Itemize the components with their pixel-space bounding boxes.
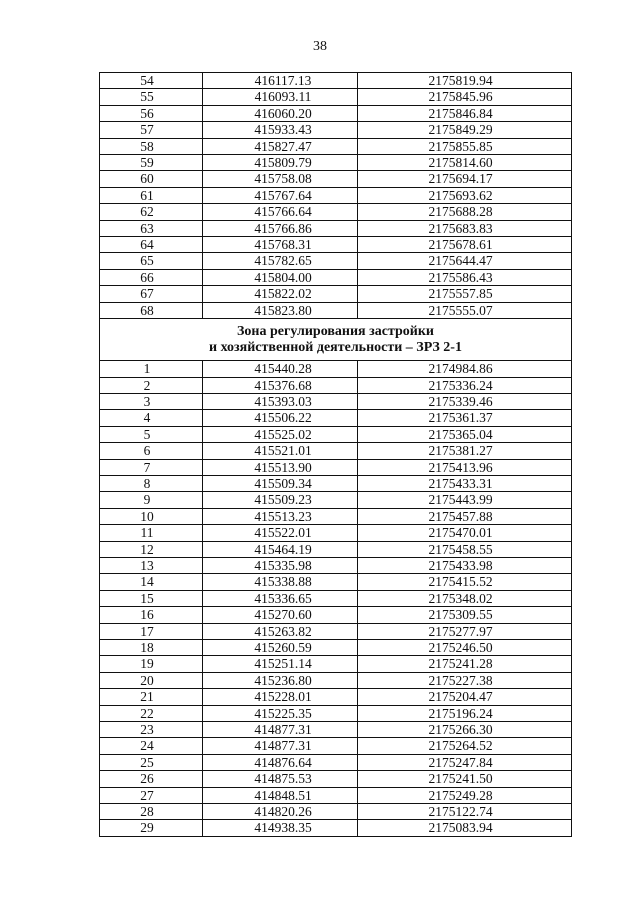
y-coordinate-cell: 2175693.62 [358,187,572,203]
y-coordinate-cell: 2175855.85 [358,138,572,154]
point-number-cell: 5 [100,426,203,442]
table-row [100,574,572,590]
table-body-after [100,361,572,837]
table-row [100,187,572,203]
point-number-cell: 56 [100,105,203,121]
y-coordinate-cell: 2175264.52 [358,738,572,754]
x-coordinate-cell: 415513.23 [203,508,358,524]
table-row [100,302,572,318]
x-coordinate-cell: 415260.59 [203,640,358,656]
y-coordinate-cell: 2175458.55 [358,541,572,557]
point-number-cell: 22 [100,705,203,721]
y-coordinate-cell: 2175433.31 [358,475,572,491]
point-number-cell: 1 [100,361,203,377]
x-coordinate-cell: 415768.31 [203,237,358,253]
point-number-cell: 23 [100,722,203,738]
x-coordinate-cell: 416093.11 [203,89,358,105]
point-number-cell: 15 [100,590,203,606]
y-coordinate-cell: 2175814.60 [358,155,572,171]
table-row [100,804,572,820]
x-coordinate-cell: 415933.43 [203,122,358,138]
x-coordinate-cell: 415376.68 [203,377,358,393]
x-coordinate-cell: 415335.98 [203,557,358,573]
y-coordinate-cell: 2175339.46 [358,393,572,409]
y-coordinate-cell: 2175644.47 [358,253,572,269]
table-row [100,738,572,754]
section-title-cell [100,319,572,361]
y-coordinate-cell: 2175227.38 [358,672,572,688]
y-coordinate-cell: 2175555.07 [358,302,572,318]
y-coordinate-cell: 2175083.94 [358,820,572,836]
x-coordinate-cell: 415336.65 [203,590,358,606]
table-row [100,393,572,409]
y-coordinate-cell: 2175694.17 [358,171,572,187]
table-row [100,590,572,606]
y-coordinate-cell: 2175443.99 [358,492,572,508]
x-coordinate-cell: 415804.00 [203,269,358,285]
y-coordinate-cell: 2175277.97 [358,623,572,639]
table-row [100,361,572,377]
y-coordinate-cell: 2175470.01 [358,525,572,541]
table-row [100,73,572,89]
x-coordinate-cell: 415464.19 [203,541,358,557]
y-coordinate-cell: 2175849.29 [358,122,572,138]
x-coordinate-cell: 415251.14 [203,656,358,672]
point-number-cell: 24 [100,738,203,754]
point-number-cell: 60 [100,171,203,187]
x-coordinate-cell: 415827.47 [203,138,358,154]
y-coordinate-cell: 2175247.84 [358,754,572,770]
point-number-cell: 8 [100,475,203,491]
y-coordinate-cell: 2174984.86 [358,361,572,377]
point-number-cell: 28 [100,804,203,820]
table-row [100,492,572,508]
x-coordinate-cell: 414876.64 [203,754,358,770]
y-coordinate-cell: 2175415.52 [358,574,572,590]
section-title-row [100,319,572,361]
x-coordinate-cell: 415822.02 [203,286,358,302]
y-coordinate-cell: 2175683.83 [358,220,572,236]
y-coordinate-cell: 2175819.94 [358,73,572,89]
point-number-cell: 58 [100,138,203,154]
point-number-cell: 27 [100,787,203,803]
table-row [100,138,572,154]
point-number-cell: 64 [100,237,203,253]
y-coordinate-cell: 2175348.02 [358,590,572,606]
point-number-cell: 7 [100,459,203,475]
table-row [100,722,572,738]
x-coordinate-cell: 415263.82 [203,623,358,639]
x-coordinate-cell: 415521.01 [203,443,358,459]
x-coordinate-cell: 415525.02 [203,426,358,442]
table-section [100,319,572,361]
y-coordinate-cell: 2175586.43 [358,269,572,285]
table-row [100,541,572,557]
x-coordinate-cell: 415338.88 [203,574,358,590]
x-coordinate-cell: 415440.28 [203,361,358,377]
point-number-cell: 10 [100,508,203,524]
x-coordinate-cell: 415782.65 [203,253,358,269]
point-number-cell: 14 [100,574,203,590]
table-row [100,459,572,475]
x-coordinate-cell: 415509.23 [203,492,358,508]
x-coordinate-cell: 415522.01 [203,525,358,541]
point-number-cell: 21 [100,689,203,705]
x-coordinate-cell: 415758.08 [203,171,358,187]
x-coordinate-cell: 414848.51 [203,787,358,803]
point-number-cell: 57 [100,122,203,138]
y-coordinate-cell: 2175688.28 [358,204,572,220]
x-coordinate-cell: 415393.03 [203,393,358,409]
table-row [100,89,572,105]
y-coordinate-cell: 2175845.96 [358,89,572,105]
section-title-line1: Зона регулирования застройки [237,323,434,339]
y-coordinate-cell: 2175241.28 [358,656,572,672]
x-coordinate-cell: 416117.13 [203,73,358,89]
point-number-cell: 55 [100,89,203,105]
y-coordinate-cell: 2175249.28 [358,787,572,803]
section-title-line2: и хозяйственной деятельности – ЗРЗ 2-1 [209,339,462,355]
x-coordinate-cell: 414877.31 [203,722,358,738]
y-coordinate-cell: 2175457.88 [358,508,572,524]
page-number: 38 [313,39,327,54]
x-coordinate-cell: 415228.01 [203,689,358,705]
table-row [100,122,572,138]
table-row [100,640,572,656]
point-number-cell: 29 [100,820,203,836]
y-coordinate-cell: 2175122.74 [358,804,572,820]
y-coordinate-cell: 2175678.61 [358,237,572,253]
point-number-cell: 62 [100,204,203,220]
table-row [100,475,572,491]
table-row [100,253,572,269]
table-row [100,623,572,639]
x-coordinate-cell: 414877.31 [203,738,358,754]
y-coordinate-cell: 2175361.37 [358,410,572,426]
y-coordinate-cell: 2175365.04 [358,426,572,442]
point-number-cell: 6 [100,443,203,459]
table-body-before [100,73,572,319]
point-number-cell: 12 [100,541,203,557]
point-number-cell: 20 [100,672,203,688]
x-coordinate-cell: 415506.22 [203,410,358,426]
table-row [100,426,572,442]
y-coordinate-cell: 2175246.50 [358,640,572,656]
table-row [100,204,572,220]
table-row [100,689,572,705]
table-row [100,508,572,524]
table-row [100,656,572,672]
table-row [100,771,572,787]
table-row [100,237,572,253]
x-coordinate-cell: 415823.80 [203,302,358,318]
y-coordinate-cell: 2175413.96 [358,459,572,475]
point-number-cell: 65 [100,253,203,269]
table-row [100,410,572,426]
y-coordinate-cell: 2175557.85 [358,286,572,302]
point-number-cell: 4 [100,410,203,426]
table-row [100,607,572,623]
table-row [100,155,572,171]
point-number-cell: 54 [100,73,203,89]
table-row [100,171,572,187]
point-number-cell: 13 [100,557,203,573]
point-number-cell: 67 [100,286,203,302]
point-number-cell: 26 [100,771,203,787]
point-number-cell: 61 [100,187,203,203]
y-coordinate-cell: 2175196.24 [358,705,572,721]
point-number-cell: 66 [100,269,203,285]
point-number-cell: 18 [100,640,203,656]
point-number-cell: 59 [100,155,203,171]
y-coordinate-cell: 2175846.84 [358,105,572,121]
table-row [100,105,572,121]
point-number-cell: 16 [100,607,203,623]
x-coordinate-cell: 416060.20 [203,105,358,121]
point-number-cell: 63 [100,220,203,236]
x-coordinate-cell: 414938.35 [203,820,358,836]
y-coordinate-cell: 2175204.47 [358,689,572,705]
table-row [100,269,572,285]
table-row [100,443,572,459]
x-coordinate-cell: 415225.35 [203,705,358,721]
x-coordinate-cell: 415766.64 [203,204,358,220]
table-row [100,754,572,770]
table-row [100,377,572,393]
point-number-cell: 68 [100,302,203,318]
table-row [100,286,572,302]
point-number-cell: 2 [100,377,203,393]
x-coordinate-cell: 415766.86 [203,220,358,236]
table-row [100,705,572,721]
table-row [100,820,572,836]
y-coordinate-cell: 2175266.30 [358,722,572,738]
y-coordinate-cell: 2175336.24 [358,377,572,393]
x-coordinate-cell: 414820.26 [203,804,358,820]
table-row [100,672,572,688]
y-coordinate-cell: 2175381.27 [358,443,572,459]
y-coordinate-cell: 2175309.55 [358,607,572,623]
x-coordinate-cell: 415513.90 [203,459,358,475]
y-coordinate-cell: 2175241.50 [358,771,572,787]
table-row [100,525,572,541]
x-coordinate-cell: 415767.64 [203,187,358,203]
x-coordinate-cell: 415270.60 [203,607,358,623]
point-number-cell: 19 [100,656,203,672]
point-number-cell: 9 [100,492,203,508]
table-row [100,787,572,803]
x-coordinate-cell: 415236.80 [203,672,358,688]
y-coordinate-cell: 2175433.98 [358,557,572,573]
x-coordinate-cell: 414875.53 [203,771,358,787]
point-number-cell: 25 [100,754,203,770]
point-number-cell: 11 [100,525,203,541]
point-number-cell: 3 [100,393,203,409]
point-number-cell: 17 [100,623,203,639]
coordinates-table [99,72,572,837]
table-row [100,557,572,573]
x-coordinate-cell: 415509.34 [203,475,358,491]
table-row [100,220,572,236]
x-coordinate-cell: 415809.79 [203,155,358,171]
